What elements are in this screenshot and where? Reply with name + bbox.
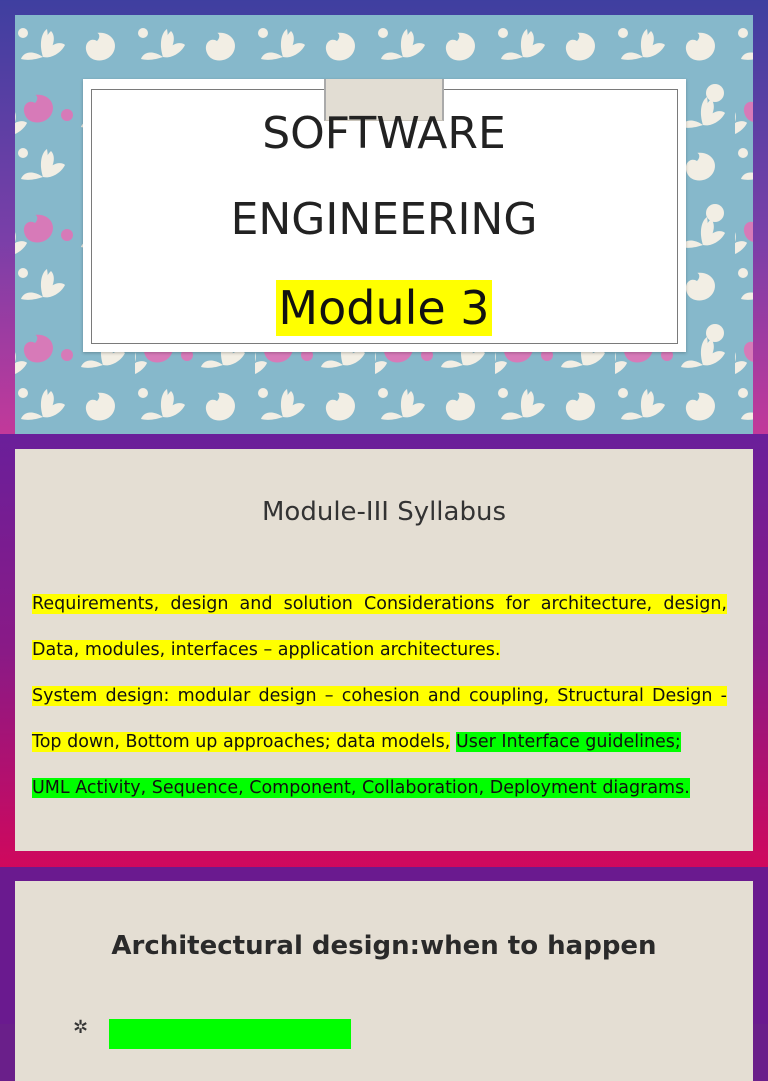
title-line-2: ENGINEERING <box>230 194 538 245</box>
title-slide <box>0 0 768 434</box>
syllabus-slide <box>0 434 768 872</box>
module-subtitle: Module 3 <box>278 281 490 335</box>
architecture-slide <box>0 867 768 1038</box>
syllabus-paragraph-2 <box>32 673 727 765</box>
syllabus-text-4: UML Activity, Sequence, Component, Collaboration, Deployment diagrams. <box>32 778 690 798</box>
syllabus-text-2: System design: modular design – cohesion and coupling, Structural Design -Top down, Bottom up approaches; data models, <box>32 686 727 752</box>
syllabus-heading: Module-III Syllabus <box>262 497 506 527</box>
syllabus-panel <box>15 449 753 851</box>
bullet-icon: ✲ <box>73 1017 89 1038</box>
syllabus-body <box>32 581 727 811</box>
syllabus-paragraph-1 <box>32 581 727 673</box>
architecture-heading: Architectural design:when to happen <box>111 931 657 961</box>
syllabus-text-1: Requirements, design and solution Considerations for architecture, design, Data, modules, interfaces – application architectures. <box>32 594 727 660</box>
bullet-highlight <box>109 1019 351 1049</box>
syllabus-text-3: User Interface guidelines; <box>455 732 681 752</box>
title-line-1: SOFTWARE <box>262 108 506 159</box>
subtitle-wrap <box>0 280 768 336</box>
architecture-panel <box>15 881 753 1081</box>
syllabus-paragraph-3 <box>32 765 727 811</box>
